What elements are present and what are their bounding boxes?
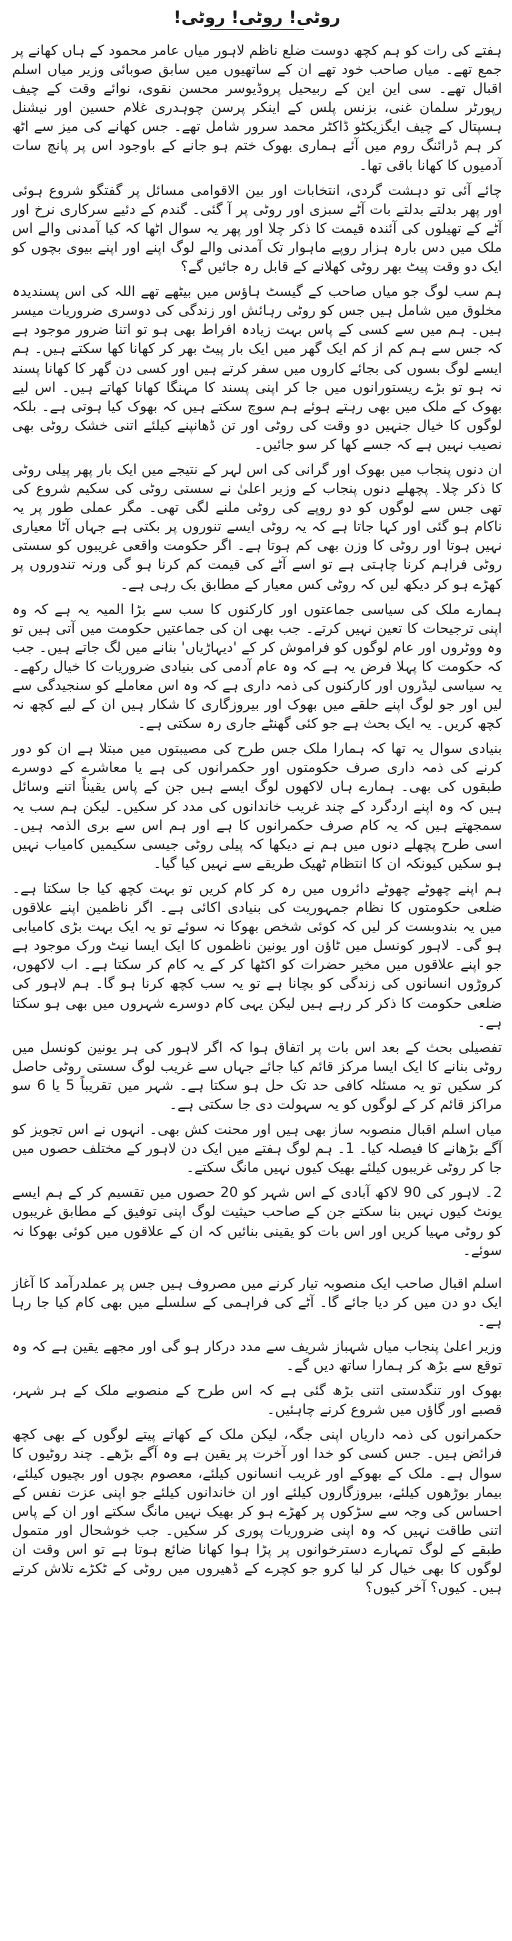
article-paragraph: بنیادی سوال یہ تھا کہ ہمارا ملک جس طرح کی مصیبتوں میں مبتلا ہے ان کو دور کرنے کی ذمہ داری صرف حکومتوں اور حکمرانوں کی ہے یا معاشرے کے دوسرے طبقوں کی بھی۔ ہمارے ہاں لاکھوں لوگ ایسے ہیں جن کے پاس یقیناً اتنے وسائل ہیں کہ وہ اپنے اردگرد کے چند غریب خاندانوں کی مدد کر سکیں۔ لیکن ہم سب یہ سمجھتے ہیں کہ یہ کام صرف حکمرانوں کا ہے اور ہم اس سے بری الذمہ ہیں۔ اسی طرح پچھلے دنوں میں ہم نے دیکھا کہ پیلی روٹی جیسی سکیمیں کامیاب نہیں ہو سکیں کیونکہ ان کا انتظام ٹھیک طریقے سے نہیں کیا گیا۔ (12, 741, 502, 872)
article-paragraph: ہفتے کی رات کو ہم کچھ دوست ضلع ناظم لاہور میاں عامر محمود کے ہاں کھانے پر جمع تھے۔ میاں صاحب خود تھے ان کے ساتھیوں میں سابق صوبائی وزیر میاں اسلم اقبال تھے۔ سی این این کے ربیحیل پروڈیوسر محسن نقوی، نوائے وقت کے چیف رپورٹر سلمان غنی، بزنس پلس کے اینکر پرسن چوہدری غلام حسین اور نیشنل ہسپتال کے چیف ایگزیکٹو ڈاکٹر محمد سرور شامل تھے۔ جس کھانے کی میز سے اٹھ کر ہم ڈرائنگ روم میں آئے ہماری بھوک ختم ہو جانے کے باوجود اس پر پانچ سات آدمیوں کا کھانا باقی تھا۔ (12, 43, 502, 174)
article-paragraph: بھوک اور تنگدستی اتنی بڑھ گئی ہے کہ اس طرح کے منصوبے ملک کے ہر شہر، قصبے اور گاؤں میں شروع کرنے چاہئیں۔ (12, 1383, 502, 1419)
article-title: روٹی! روٹی! روٹی! (173, 8, 341, 28)
article-paragraph: 2۔ لاہور کی 90 لاکھ آبادی کے اس شہر کو 20 حصوں میں تقسیم کر کے ہم ایسے یونٹ کیوں نہیں بنا سکتے جن کے صاحب حیثیت لوگ اپنی توفیق کے مطابق غریبوں کو روٹی مہیا کریں اور اس بات کو یقینی بنائیں کہ ان کے علاقوں میں کوئی بھوکا نہ سوئے۔ (12, 1185, 502, 1259)
article-paragraph: چائے آئی تو دہشت گردی، انتخابات اور بین الاقوامی مسائل پر گفتگو شروع ہوئی اور پھر بدلتے بدلتے بات آٹے سبزی اور روٹی پر آ گئی۔ گندم کے دئیے سرکاری نرخ اور آٹے کے تھیلوں کی آئندہ قیمت کا ذکر چلا اور پھر یہ سوال اٹھا کہ کیا آمدنی والے اس ملک میں دس بارہ ہزار روپے ماہوار تک آمدنی والے لوگ اپنے اور اپنے بیوی بچوں کو ایک دو وقت پیٹ بھر روٹی کھلانے کے قابل رہ جائیں گے؟ (12, 182, 502, 276)
article-paragraph: حکمرانوں کی ذمہ داریاں اپنی جگہ، لیکن ملک کے کھاتے پیتے لوگوں کے بھی کچھ فرائض ہیں۔ جس کسی کو خدا اور آخرت پر یقین ہے وہ آگے بڑھے۔ چند روٹیوں کا سوال ہے۔ ملک کے بھوکے اور غریب انسانوں کیلئے، معصوم بچوں اور بچیوں کیلئے، بیمار بوڑھوں کیلئے، بیروزگاروں کیلئے اور ان خاندانوں کیلئے جو اپنی عزت نفس کے احساس کی وجہ سے سڑکوں پر کھڑے ہو کر بھیک نہیں مانگ سکتے اور ان کے پاس اتنی طاقت نہیں کہ وہ اپنی ضروریات پوری کر سکیں۔ جب خوشحال اور متمول طبقے کے لوگ تمہارے دسترخوانوں پر پڑا ہوا کھانا ضائع ہوتا ہے تو اس وقت ان لوگوں کا بھی خیال کر لیا کرو جو کچرے کے ڈھیروں میں روٹی کے ٹکڑے تلاش کرتے ہیں۔ کیوں؟ آخر کیوں؟ (12, 1427, 502, 1597)
article-paragraph: وزیر اعلیٰ پنجاب میاں شہباز شریف سے مدد درکار ہو گی اور مجھے یقین ہے کہ وہ توقع سے بڑھ کر ہمارا ساتھ دیں گے۔ (12, 1339, 502, 1375)
article-paragraph: اسلم اقبال صاحب ایک منصوبہ تیار کرنے میں مصروف ہیں جس پر عملدرآمد کا آغاز ایک دو دن میں کر دیا جائے گا۔ آٹے کی فراہمی کے سلسلے میں بھی کام کیا جا رہا ہے۔ (12, 1275, 502, 1330)
article-paragraph: میاں اسلم اقبال منصوبہ ساز بھی ہیں اور محنت کش بھی۔ انہوں نے اس تجویز کو آگے بڑھانے کا فیصلہ کیا۔ 1۔ ہم لوگ ہفتے میں ایک دن لاہور کے مختلف حصوں میں جا کر روٹی غریبوں کیلئے بھیک کیوں نہیں مانگ سکتے۔ (12, 1122, 502, 1177)
article-paragraph: ہمارے ملک کی سیاسی جماعتوں اور کارکنوں کا سب سے بڑا المیہ یہ ہے کہ وہ اپنی ترجیحات کا تعین نہیں کرتے۔ جب بھی ان کی جماعتیں حکومت میں آتی ہیں تو وہ ووٹروں اور عام لوگوں کو فراموش کر کے 'دیہاڑیاں' بنانے میں لگ جاتے ہیں۔ جب کہ حکومت کا پہلا فرض یہ ہے کہ وہ عام آدمی کی بنیادی ضروریات کا خیال رکھے۔ یہ سیاسی لیڈروں اور کارکنوں کی ذمہ داری ہے کہ وہ اس معاملے کو سنجیدگی سے لیں اور جو لوگ اپنے حلقے میں بھوک اور بیروزگاری کا شکار ہیں ان کے لیے کچھ نہ کچھ کریں۔ یہ ایک بحث ہے جو کئی گھنٹے جاری رہ سکتی ہے۔ (12, 601, 502, 733)
article-body (12, 42, 502, 1598)
article-paragraph: تفصیلی بحث کے بعد اس بات پر اتفاق ہوا کہ اگر لاہور کی ہر یونین کونسل میں روٹی بنانے کا ایک ایسا مرکز قائم کیا جائے جہاں سے غریب لوگ سستی روٹی حاصل کر سکیں تو یہ مسئلہ کافی حد تک حل ہو سکتا ہے۔ شہر میں تقریباً 5 یا 6 سو مراکز قائم کر کے لوگوں کو یہ سہولت دی جا سکتی ہے۔ (12, 1039, 503, 1113)
article-paragraph: ہم اپنے چھوٹے چھوٹے دائروں میں رہ کر کام کریں تو بہت کچھ کیا جا سکتا ہے۔ ضلعی حکومتوں کا نظام جمہوریت کی بنیادی اکائی ہے۔ اگر ناظمین اپنے علاقوں میں یہ بندوبست کر لیں کہ کوئی شخص بھوکا نہ سوئے تو یہ ایک بہت بڑی کامیابی ہو گی۔ لاہور کونسل میں ٹاؤن اور یونین ناظموں کا ایک ایسا نیٹ ورک موجود ہے جو اپنے علاقوں میں مخیر حضرات کو اکٹھا کر کے یہ کام کر سکتا ہے۔ اب لاکھوں، کروڑوں انسانوں کی زندگی کو بچانا ہے تو یہ سب کچھ کرنا ہو گا۔ ہم لاہور کی ضلعی حکومت کا ذکر کر رہے ہیں لیکن یہی کام دوسرے شہروں میں بھی ہو سکتا ہے۔ (12, 880, 502, 1031)
article-paragraph: ان دنوں پنجاب میں بھوک اور گرانی کی اس لہر کے نتیجے میں ایک بار پھر پیلی روٹی کا ذکر چلا۔ پچھلے دنوں پنجاب کے وزیر اعلیٰ نے سستی روٹی کی سکیم شروع کی تھی جس سے لوگوں کو دو روپے کی روٹی ملنے لگی تھی۔ مگر عملی طور پر یہ ناکام ہو گئی اور کہا جاتا ہے کہ یہ روٹی ایسے تنوروں پر بکتی ہے جہاں آٹا معیاری نہیں ہوتا اور روٹی کا وزن بھی کم ہوتا ہے۔ اگر حکومت واقعی غریبوں کو سستی روٹی فراہم کرنا چاہتی ہے تو اسے آٹے کی قیمت کم کرنا ہو گی ورنہ تندوروں پر کھڑے ہو کر دیکھ لیں کہ روٹی کس معیار کے مطابق بک رہی ہے۔ (12, 461, 502, 593)
title-underline (210, 29, 304, 30)
article-paragraph: ہم سب لوگ جو میاں صاحب کے گیسٹ ہاؤس میں بیٹھے تھے اللہ کی اس پسندیدہ مخلوق میں شامل ہیں جس کو روٹی رہائش اور زندگی کی دوسری ضروریات میسر ہیں۔ ہم میں سے کسی کے پاس بہت زیادہ افراط بھی ہو تو اتنا ضرور موجود ہے کہ جس سے ہم کم از کم ایک گھر میں ایک بار پیٹ بھر کر کھانا کھا سکتے ہیں۔ ہم ایسے لوگ بسوں کی بجائے کاروں میں سفر کرتے ہیں اور کسی دن گھر کا کھانا پسند نہ ہو تو بڑے ریستورانوں میں جا کر اپنی پسند کا مہنگا کھانا کھاتے ہیں۔ اس لیے بھوک کے ملک میں بھی رہتے ہوئے ہم سوچ سکتے ہیں کہ بھوک کیا ہوتی ہے۔ بلکہ لوگوں کا خیال جنہیں دو وقت کی روٹی اور تن ڈھانپنے کیلئے اتنی خشک روٹی بھی نصیب نہیں ہے کہ جسے کھا کر سو جائیں۔ (12, 284, 502, 453)
